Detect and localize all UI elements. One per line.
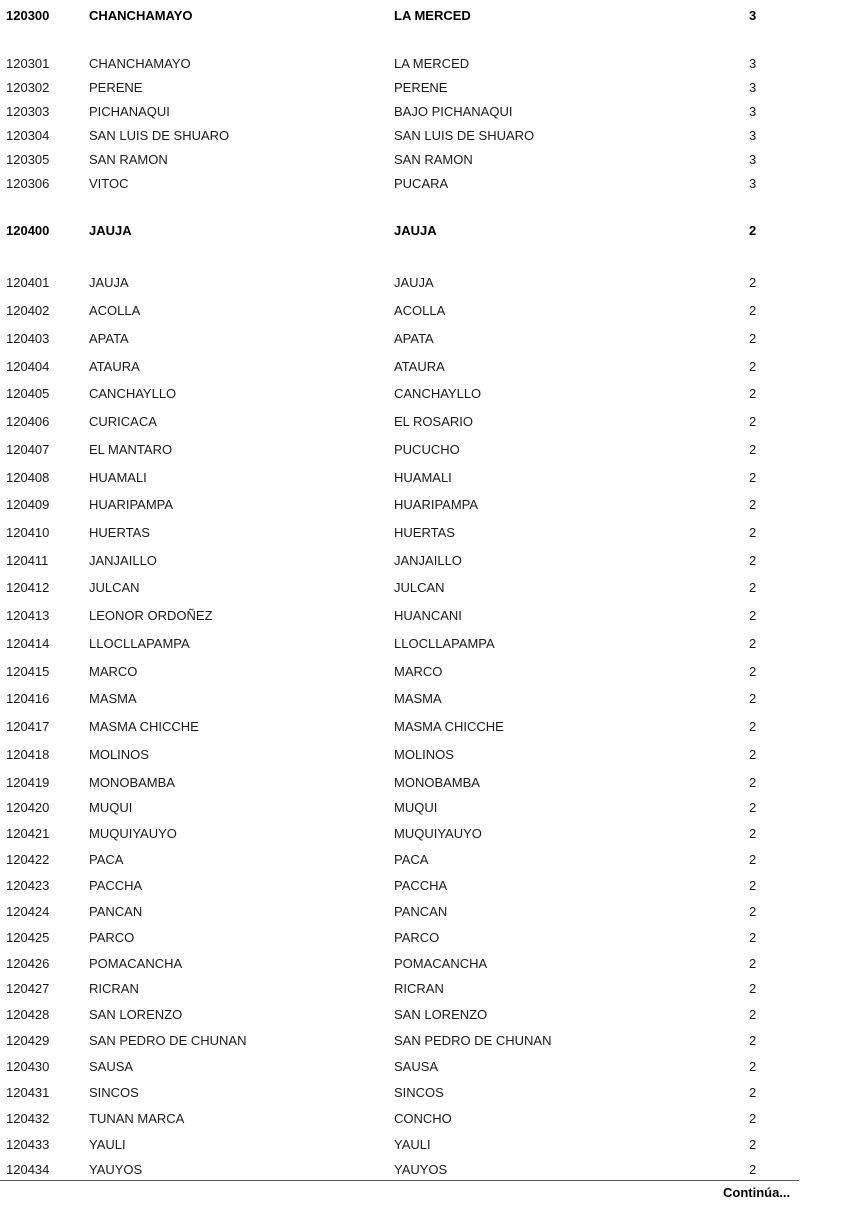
category-value: 2: [749, 981, 757, 996]
district-name: PACCHA: [89, 878, 143, 893]
district-name: SAUSA: [89, 1059, 134, 1074]
ubigeo-code: 120424: [6, 904, 50, 919]
capital-name: EL ROSARIO: [394, 414, 473, 429]
capital-name: BAJO PICHANAQUI: [394, 104, 513, 119]
category-value: 3: [749, 104, 757, 119]
capital-name: JULCAN: [394, 580, 445, 595]
ubigeo-code: 120420: [6, 800, 50, 815]
capital-name: SAUSA: [394, 1059, 439, 1074]
ubigeo-code: 120433: [6, 1137, 50, 1152]
table-row: [0, 746, 843, 764]
district-name: APATA: [89, 331, 129, 346]
table-row: [0, 718, 843, 736]
district-name: HUAMALI: [89, 470, 147, 485]
category-value: 2: [749, 386, 757, 401]
ubigeo-code: 120404: [6, 359, 50, 374]
category-value: 2: [749, 497, 757, 512]
district-name: SAN LORENZO: [89, 1007, 183, 1022]
capital-name: YAULI: [394, 1137, 431, 1152]
capital-name: RICRAN: [394, 981, 444, 996]
category-value: 3: [749, 152, 757, 167]
capital-name: JAUJA: [394, 275, 434, 290]
capital-name: MOLINOS: [394, 747, 454, 762]
ubigeo-code: 120403: [6, 331, 50, 346]
table-row: [0, 127, 843, 145]
table-row: [0, 274, 843, 292]
table-row: [0, 851, 843, 869]
category-value: 2: [749, 275, 757, 290]
ubigeo-code: 120402: [6, 303, 50, 318]
category-value: 2: [749, 800, 757, 815]
district-name: ATAURA: [89, 359, 140, 374]
capital-name: LA MERCED: [394, 8, 471, 23]
district-name: RICRAN: [89, 981, 139, 996]
ubigeo-code: 120405: [6, 386, 50, 401]
table-row: [0, 903, 843, 921]
category-value: 2: [749, 664, 757, 679]
table-row: [0, 330, 843, 348]
capital-name: SAN LORENZO: [394, 1007, 488, 1022]
district-name: HUERTAS: [89, 525, 150, 540]
capital-name: MARCO: [394, 664, 443, 679]
category-value: 3: [749, 176, 757, 191]
ubigeo-code: 120304: [6, 128, 50, 143]
capital-name: JAUJA: [394, 223, 437, 238]
capital-name: SINCOS: [394, 1085, 444, 1100]
district-name: POMACANCHA: [89, 956, 183, 971]
table-row: [0, 302, 843, 320]
ubigeo-code: 120430: [6, 1059, 50, 1074]
district-name: CHANCHAMAYO: [89, 8, 193, 23]
category-value: 3: [749, 56, 757, 71]
district-name: MOLINOS: [89, 747, 149, 762]
ubigeo-code: 120434: [6, 1162, 50, 1177]
ubigeo-code: 120305: [6, 152, 50, 167]
table-row: [0, 1032, 843, 1050]
district-name: PERENE: [89, 80, 143, 95]
category-value: 3: [749, 80, 757, 95]
capital-name: SAN RAMON: [394, 152, 473, 167]
ubigeo-code: 120406: [6, 414, 50, 429]
table-row: [0, 690, 843, 708]
district-name: EL MANTARO: [89, 442, 173, 457]
table-row: [0, 1161, 843, 1179]
district-name: MUQUI: [89, 800, 133, 815]
ubigeo-code: 120416: [6, 691, 50, 706]
ubigeo-code: 120302: [6, 80, 50, 95]
district-name: SAN RAMON: [89, 152, 168, 167]
district-name: YAULI: [89, 1137, 126, 1152]
district-name: SAN PEDRO DE CHUNAN: [89, 1033, 247, 1048]
capital-name: CANCHAYLLO: [394, 386, 482, 401]
district-name: ACOLLA: [89, 303, 141, 318]
table-row: [0, 1084, 843, 1102]
table-row: [0, 980, 843, 998]
ubigeo-code: 120400: [6, 223, 50, 238]
capital-name: HUARIPAMPA: [394, 497, 479, 512]
category-value: 2: [749, 1111, 757, 1126]
table-row: [0, 825, 843, 843]
table-row: [0, 1110, 843, 1128]
capital-name: MASMA: [394, 691, 442, 706]
table-row: [0, 1006, 843, 1024]
ubigeo-code: 120306: [6, 176, 50, 191]
district-name: SAN LUIS DE SHUARO: [89, 128, 230, 143]
capital-name: PANCAN: [394, 904, 448, 919]
table-row: [0, 1058, 843, 1076]
category-value: 2: [749, 904, 757, 919]
capital-name: POMACANCHA: [394, 956, 488, 971]
ubigeo-code: 120408: [6, 470, 50, 485]
continues-label: Continúa...: [723, 1185, 791, 1200]
ubigeo-code: 120432: [6, 1111, 50, 1126]
ubigeo-code: 120418: [6, 747, 50, 762]
province-header-row: [0, 7, 843, 25]
table-row: [0, 496, 843, 514]
category-value: 2: [749, 636, 757, 651]
category-value: 2: [749, 852, 757, 867]
district-name: VITOC: [89, 176, 129, 191]
table-row: [0, 103, 843, 121]
category-value: 2: [749, 878, 757, 893]
capital-name: PUCUCHO: [394, 442, 460, 457]
district-name: TUNAN MARCA: [89, 1111, 185, 1126]
table-row: [0, 579, 843, 597]
ubigeo-code: 120431: [6, 1085, 50, 1100]
table-row: [0, 441, 843, 459]
district-name: MUQUIYAUYO: [89, 826, 177, 841]
ubigeo-code: 120415: [6, 664, 50, 679]
district-name: CANCHAYLLO: [89, 386, 177, 401]
table-row: [0, 469, 843, 487]
table-row: [0, 79, 843, 97]
capital-name: HUANCANI: [394, 608, 462, 623]
ubigeo-code: 120410: [6, 525, 50, 540]
category-value: 2: [749, 1059, 757, 1074]
district-name: CHANCHAMAYO: [89, 56, 191, 71]
category-value: 2: [749, 331, 757, 346]
capital-name: SAN LUIS DE SHUARO: [394, 128, 535, 143]
category-value: 3: [749, 128, 757, 143]
table-row: [0, 55, 843, 73]
ubigeo-code: 120409: [6, 497, 50, 512]
capital-name: PACCHA: [394, 878, 448, 893]
capital-name: CONCHO: [394, 1111, 452, 1126]
category-value: 2: [749, 775, 757, 790]
capital-name: SAN PEDRO DE CHUNAN: [394, 1033, 552, 1048]
category-value: 2: [749, 223, 757, 238]
ubigeo-code: 120425: [6, 930, 50, 945]
table-row: [0, 524, 843, 542]
table-row: [0, 607, 843, 625]
ubigeo-code: 120426: [6, 956, 50, 971]
ubigeo-code: 120301: [6, 56, 50, 71]
ubigeo-code: 120401: [6, 275, 50, 290]
district-name: LEONOR ORDOÑEZ: [89, 608, 213, 623]
category-value: 2: [749, 553, 757, 568]
capital-name: PACA: [394, 852, 429, 867]
district-name: PARCO: [89, 930, 135, 945]
capital-name: HUERTAS: [394, 525, 455, 540]
district-name: SINCOS: [89, 1085, 139, 1100]
capital-name: MUQUIYAUYO: [394, 826, 482, 841]
category-value: 2: [749, 1162, 757, 1177]
category-value: 2: [749, 470, 757, 485]
capital-name: PERENE: [394, 80, 448, 95]
table-row: [0, 635, 843, 653]
category-value: 2: [749, 442, 757, 457]
capital-name: LA MERCED: [394, 56, 470, 71]
category-value: 2: [749, 414, 757, 429]
table-row: [0, 385, 843, 403]
district-name: MASMA: [89, 691, 137, 706]
category-value: 2: [749, 930, 757, 945]
table-row: [0, 358, 843, 376]
ubigeo-code: 120419: [6, 775, 50, 790]
category-value: 3: [749, 8, 757, 23]
ubigeo-code: 120412: [6, 580, 50, 595]
table-row: [0, 663, 843, 681]
category-value: 2: [749, 691, 757, 706]
category-value: 2: [749, 608, 757, 623]
capital-name: YAUYOS: [394, 1162, 448, 1177]
table-row: [0, 774, 843, 792]
ubigeo-code: 120303: [6, 104, 50, 119]
category-value: 2: [749, 826, 757, 841]
ubigeo-code: 120428: [6, 1007, 50, 1022]
district-name: YAUYOS: [89, 1162, 143, 1177]
ubigeo-code: 120411: [6, 553, 49, 568]
ubigeo-code: 120423: [6, 878, 50, 893]
capital-name: PARCO: [394, 930, 440, 945]
capital-name: MASMA CHICCHE: [394, 719, 504, 734]
district-name: LLOCLLAPAMPA: [89, 636, 190, 651]
capital-name: MUQUI: [394, 800, 438, 815]
category-value: 2: [749, 747, 757, 762]
ubigeo-code: 120421: [6, 826, 50, 841]
district-name: JULCAN: [89, 580, 140, 595]
capital-name: APATA: [394, 331, 434, 346]
district-name: CURICACA: [89, 414, 157, 429]
district-name: JAUJA: [89, 275, 129, 290]
category-value: 2: [749, 1007, 757, 1022]
category-value: 2: [749, 303, 757, 318]
district-name: JAUJA: [89, 223, 132, 238]
category-value: 2: [749, 1085, 757, 1100]
district-name: PICHANAQUI: [89, 104, 170, 119]
district-name: JANJAILLO: [89, 553, 157, 568]
ubigeo-code: 120413: [6, 608, 50, 623]
ubigeo-code: 120300: [6, 8, 50, 23]
category-value: 2: [749, 719, 757, 734]
capital-name: ACOLLA: [394, 303, 446, 318]
ubigeo-code: 120414: [6, 636, 50, 651]
table-row: [0, 799, 843, 817]
category-value: 2: [749, 580, 757, 595]
table-row: [0, 151, 843, 169]
table-row: [0, 413, 843, 431]
ubigeo-code: 120422: [6, 852, 50, 867]
capital-name: LLOCLLAPAMPA: [394, 636, 495, 651]
province-header-row: [0, 222, 843, 240]
category-value: 2: [749, 1033, 757, 1048]
category-value: 2: [749, 956, 757, 971]
district-name: PANCAN: [89, 904, 143, 919]
ubigeo-code: 120427: [6, 981, 50, 996]
ubigeo-code: 120429: [6, 1033, 50, 1048]
table-row: [0, 955, 843, 973]
bottom-rule: [0, 1180, 799, 1181]
district-name: PACA: [89, 852, 124, 867]
ubigeo-code: 120407: [6, 442, 50, 457]
district-name: MARCO: [89, 664, 138, 679]
capital-name: ATAURA: [394, 359, 445, 374]
table-row: [0, 877, 843, 895]
capital-name: JANJAILLO: [394, 553, 462, 568]
district-name: MASMA CHICCHE: [89, 719, 199, 734]
table-row: [0, 1136, 843, 1154]
category-value: 2: [749, 359, 757, 374]
table-row: [0, 175, 843, 193]
district-name: HUARIPAMPA: [89, 497, 174, 512]
capital-name: PUCARA: [394, 176, 449, 191]
category-value: 2: [749, 1137, 757, 1152]
table-row: [0, 552, 843, 570]
table-row: [0, 929, 843, 947]
capital-name: HUAMALI: [394, 470, 452, 485]
category-value: 2: [749, 525, 757, 540]
ubigeo-code: 120417: [6, 719, 50, 734]
capital-name: MONOBAMBA: [394, 775, 480, 790]
district-name: MONOBAMBA: [89, 775, 175, 790]
